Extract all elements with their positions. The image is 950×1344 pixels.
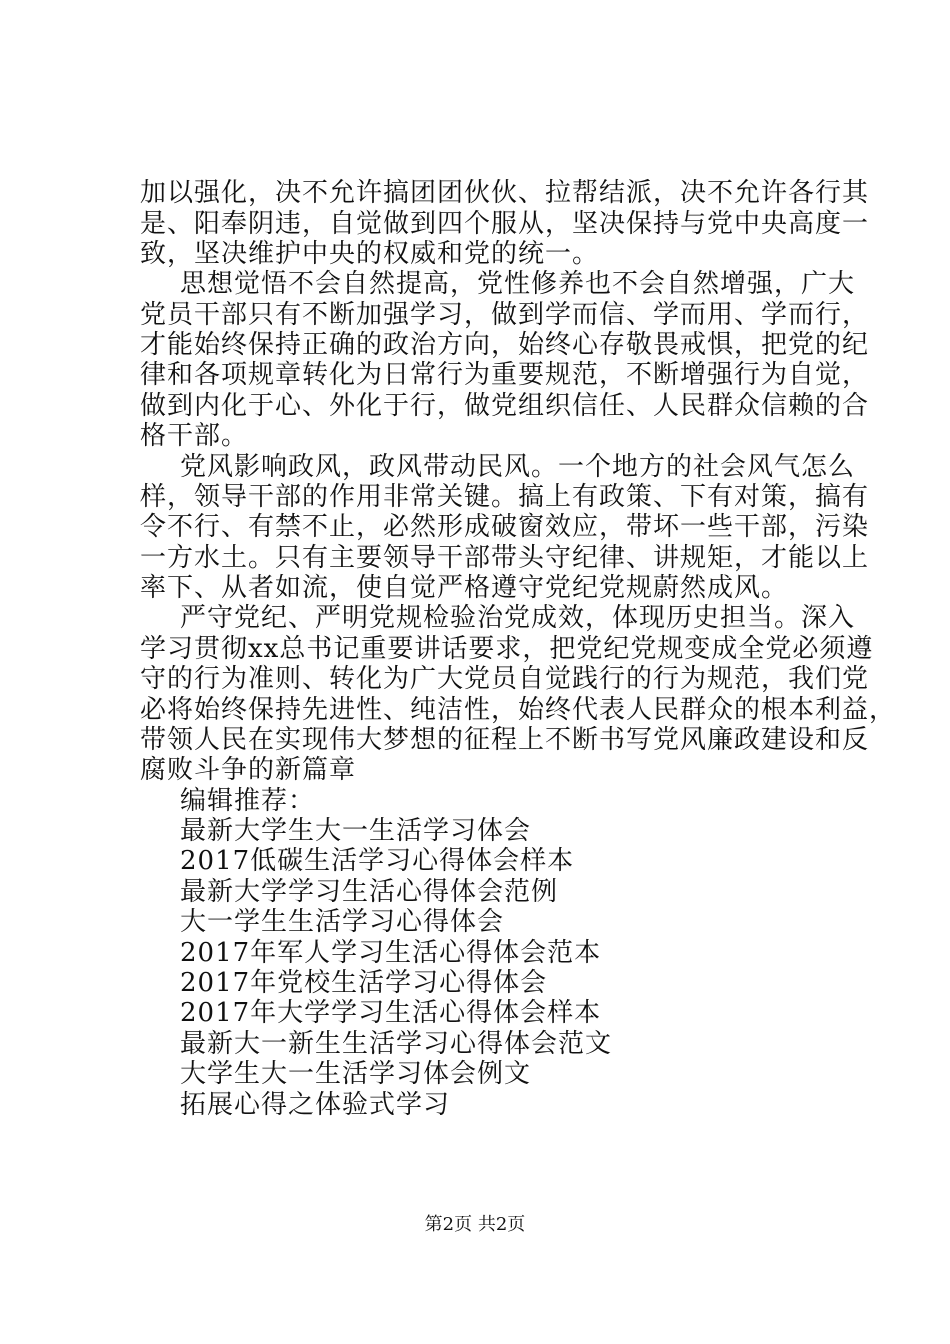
recommend-link[interactable]: 2017年党校生活学习心得体会 — [180, 968, 548, 998]
recommend-link[interactable]: 拓展心得之体验式学习 — [180, 1090, 451, 1120]
page-number-footer: 第2页 共2页 — [424, 1214, 526, 1235]
paragraph-line: 党员干部只有不断加强学习，做到学而信、学而用、学而行， — [140, 300, 870, 330]
recommend-heading: 编辑推荐： — [180, 786, 316, 816]
paragraph-line: 才能始终保持正确的政治方向，始终心存敬畏戒惧，把党的纪 — [140, 330, 870, 360]
paragraph-line: 样，领导干部的作用非常关键。搞上有政策、下有对策，搞有 — [140, 482, 870, 512]
recommend-link[interactable]: 2017年大学学习生活心得体会样本 — [180, 998, 602, 1028]
paragraph-line: 带领人民在实现伟大梦想的征程上不断书写党风廉政建设和反 — [140, 725, 870, 755]
recommend-link[interactable]: 最新大一新生生活学习心得体会范文 — [180, 1029, 613, 1059]
paragraph-line: 思想觉悟不会自然提高，党性修养也不会自然增强，广大 — [180, 269, 856, 299]
recommend-link[interactable]: 2017年军人学习生活心得体会范本 — [180, 938, 602, 968]
paragraph-line: 令不行、有禁不止，必然形成破窗效应，带坏一些干部，污染 — [140, 512, 870, 542]
paragraph-line: 做到内化于心、外化于行，做党组织信任、人民群众信赖的合 — [140, 391, 870, 421]
recommend-link[interactable]: 最新大学学习生活心得体会范例 — [180, 877, 559, 907]
paragraph-line: 学习贯彻xx总书记重要讲话要求，把党纪党规变成全党必须遵 — [140, 634, 874, 664]
recommend-link[interactable]: 大一学生生活学习心得体会 — [180, 907, 505, 937]
paragraph-line: 加以强化，决不允许搞团团伙伙、拉帮结派，决不允许各行其 — [140, 178, 870, 208]
paragraph-line: 率下、从者如流，使自觉严格遵守党纪党规蔚然成风。 — [140, 573, 789, 603]
paragraph-line: 必将始终保持先进性、纯洁性，始终代表人民群众的根本利益， — [140, 695, 897, 725]
paragraph-line: 严守党纪、严明党规检验治党成效，体现历史担当。深入 — [180, 603, 856, 633]
recommend-link[interactable]: 2017低碳生活学习心得体会样本 — [180, 846, 575, 876]
paragraph-line: 格干部。 — [140, 421, 249, 451]
paragraph-line: 致，坚决维护中央的权威和党的统一。 — [140, 239, 600, 269]
recommend-link[interactable]: 大学生大一生活学习体会例文 — [180, 1059, 532, 1089]
recommend-link[interactable]: 最新大学生大一生活学习体会 — [180, 816, 532, 846]
paragraph-line: 律和各项规章转化为日常行为重要规范，不断增强行为自觉， — [140, 360, 870, 390]
paragraph-line: 是、阳奉阴违，自觉做到四个服从，坚决保持与党中央高度一 — [140, 209, 870, 239]
paragraph-line: 腐败斗争的新篇章 — [140, 755, 357, 785]
paragraph-line: 一方水土。只有主要领导干部带头守纪律、讲规矩，才能以上 — [140, 543, 870, 573]
paragraph-line: 守的行为准则、转化为广大党员自觉践行的行为规范，我们党 — [140, 664, 870, 694]
paragraph-line: 党风影响政风，政风带动民风。一个地方的社会风气怎么 — [180, 452, 856, 482]
